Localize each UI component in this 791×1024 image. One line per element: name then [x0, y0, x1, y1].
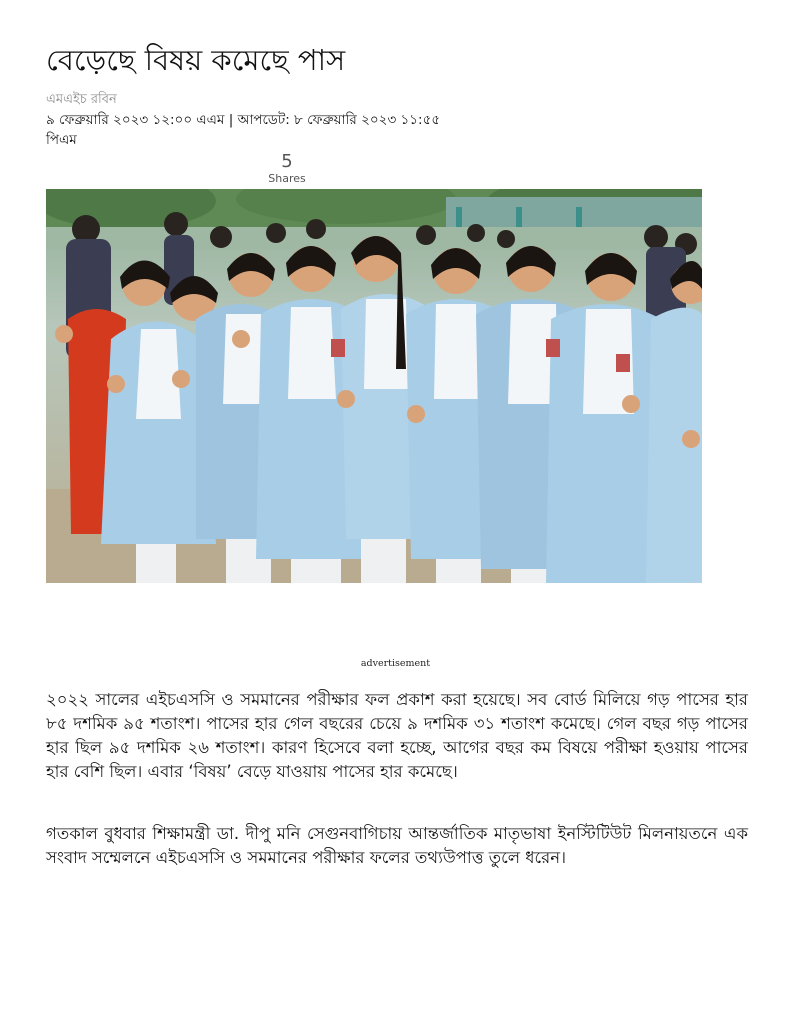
article-paragraph-2: গতকাল বুধবার শিক্ষামন্ত্রী ডা. দীপু মনি সেগুনবাগিচায় আন্তর্জাতিক মাতৃভাষা ইনস্টিটিউট মিলনায়তনে এক সংবাদ সম্মেলনে এইচএসসি ও সমমানের পরীক্ষার ফলের তথ্যউপাত্ত তুলে ধরেন। [46, 824, 748, 867]
article-photo [46, 189, 702, 583]
share-label: Shares [268, 172, 306, 185]
students-celebrating-image [46, 189, 702, 583]
share-count: 5 [281, 151, 293, 172]
article-headline: বেড়েছে বিষয় কমেছে পাস [46, 43, 346, 77]
author-link[interactable]: এমএইচ রবিন [46, 92, 117, 107]
updated-label: আপডেট: [237, 112, 295, 128]
updated-date: ৮ ফেব্রুয়ারি ২০২৩ ১১:৫৫ পিএম [46, 112, 441, 148]
article-dates [46, 110, 466, 150]
published-date: ৯ ফেব্রুয়ারি ২০২৩ ১২:০০ এএম [46, 112, 225, 128]
date-separator: | [224, 112, 238, 128]
advertisement-label: advertisement [360, 658, 431, 669]
article-paragraph-1: ২০২২ সালের এইচএসসি ও সমমানের পরীক্ষার ফল প্রকাশ করা হয়েছে। সব বোর্ড মিলিয়ে গড় পাসের হার ৮৫ দশমিক ৯৫ শতাংশ। পাসের হার গেল বছরের চেয়ে ৯ দশমিক ৩১ শতাংশ কমেছে। গেল বছর গড় পাসের হার ছিল ৯৫ দশমিক ২৬ শতাংশ। কারণ হিসেবে বলা হচ্ছে, আগের বছর কম বিষয়ে পরীক্ষা হওয়ায় পাসের হার বেশি ছিল। এবার ‘বিষয়’ বেড়ে যাওয়ায় পাসের হার কমেছে। [46, 690, 748, 781]
share-counter[interactable] [258, 152, 316, 186]
